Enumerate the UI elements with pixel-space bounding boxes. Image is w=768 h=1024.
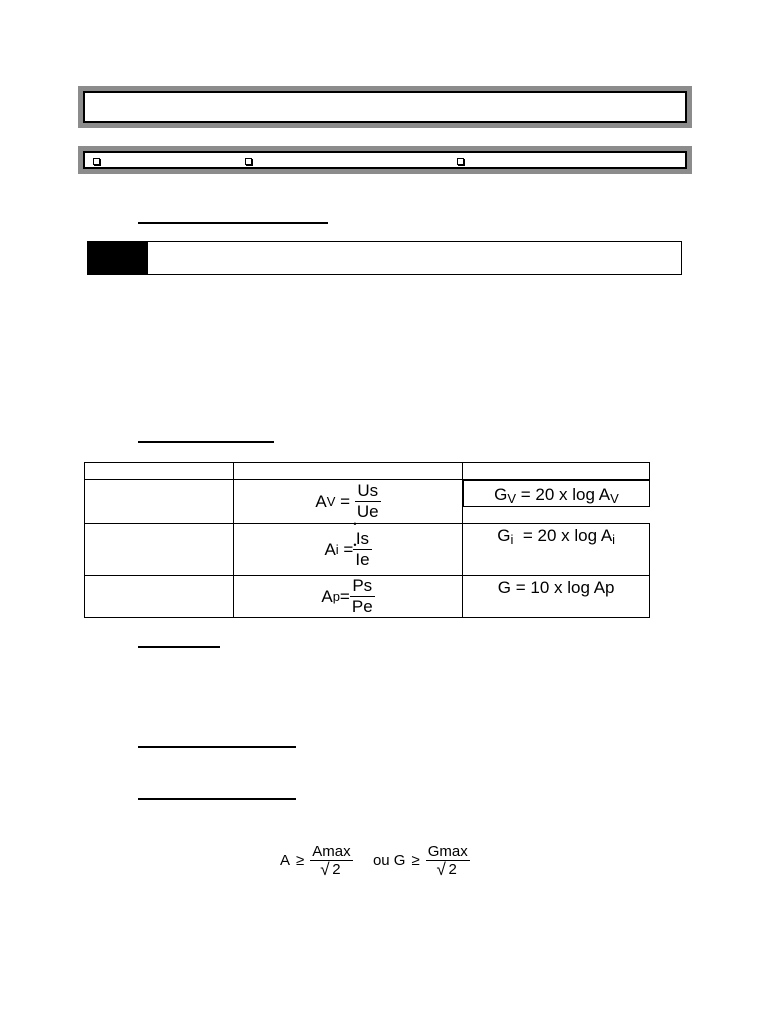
- fraction: [310, 843, 352, 878]
- formula-symbol: A: [280, 851, 291, 869]
- fraction-numerator: Amax: [312, 842, 351, 860]
- fraction-denominator: Ue: [356, 502, 379, 521]
- gain-subscript: i: [510, 532, 514, 547]
- fraction: [426, 843, 470, 878]
- alternative-text: ou G: [372, 851, 406, 869]
- greater-equal-sign: ≥: [411, 851, 420, 869]
- header-cell: [233, 463, 463, 480]
- equals-sign: =: [343, 539, 354, 559]
- fraction-denominator: Pe: [351, 597, 373, 616]
- voltage-amplification-formula: [234, 481, 463, 522]
- table-row: [85, 480, 650, 524]
- greater-equal-sign: ≥: [296, 851, 305, 869]
- checkbox-bar-inner: [83, 151, 687, 169]
- fraction-denominator: [310, 860, 352, 878]
- gain-cell: [463, 576, 650, 618]
- fraction: [350, 576, 375, 617]
- section-heading-underline: [138, 222, 328, 224]
- header-cell: [463, 463, 650, 480]
- bandwidth-condition-formula: [280, 836, 500, 884]
- table-header-row: [85, 463, 650, 480]
- current-gain-formula: [463, 524, 649, 547]
- gain-expression: = 20 x log A: [520, 485, 611, 504]
- fraction-numerator: Us: [357, 481, 379, 500]
- note-box-label-block: [88, 242, 148, 274]
- radicand: 2: [332, 860, 341, 878]
- row-label-cell: [85, 480, 234, 524]
- gain-cell: [463, 480, 649, 507]
- amplification-cell: [233, 576, 463, 618]
- amplification-cell: [233, 524, 463, 576]
- title-banner-inner: [83, 91, 687, 123]
- gain-expression-subscript: V: [610, 491, 619, 506]
- radical-icon: √: [436, 859, 446, 879]
- radicand: 2: [448, 860, 457, 878]
- gain-subscript: V: [507, 491, 516, 506]
- gain-symbol: G: [494, 485, 508, 504]
- fraction-numerator: Ps: [352, 576, 373, 595]
- section-heading-underline: [138, 441, 274, 443]
- checkbox-icon[interactable]: [93, 158, 100, 165]
- fraction-numerator: Gmax: [427, 842, 468, 860]
- checkbox-icon[interactable]: [245, 158, 252, 165]
- fraction-denominator: [426, 860, 470, 878]
- square-root: [320, 861, 342, 878]
- radical-icon: √: [320, 859, 330, 879]
- section-heading-underline: [138, 646, 220, 648]
- fraction-numerator: • Is: [353, 529, 371, 549]
- row-label-cell: [85, 576, 234, 618]
- table-row: [85, 576, 650, 618]
- formula-subscript: i: [335, 542, 339, 557]
- gain-expression: = 20 x log A: [522, 526, 613, 545]
- gain-cell: [463, 524, 650, 576]
- section-heading-underline: [138, 746, 296, 748]
- power-amplification-formula: [234, 576, 463, 617]
- current-amplification-formula: [234, 529, 463, 570]
- header-cell: [85, 463, 234, 480]
- fraction: [355, 481, 381, 522]
- equals-sign: =: [340, 491, 351, 511]
- title-banner: [78, 86, 692, 128]
- gain-expression-subscript: i: [612, 532, 616, 547]
- gains-table: [84, 462, 650, 618]
- fraction-denominator: • Ie: [353, 549, 371, 570]
- power-gain-formula: G = 10 x log Ap: [497, 578, 615, 597]
- section-heading-underline: [138, 798, 296, 800]
- voltage-gain-formula: [494, 483, 619, 506]
- checkbox-icon[interactable]: [457, 158, 464, 165]
- table-row: [85, 524, 650, 576]
- formula-subscript: V: [326, 494, 336, 509]
- amplification-cell: [233, 480, 463, 524]
- gain-symbol: G: [497, 526, 511, 545]
- note-box: [87, 241, 682, 275]
- fraction: [353, 529, 371, 570]
- square-root: [437, 861, 459, 878]
- formula-symbol: A: [315, 491, 327, 511]
- formula-subscript: p: [332, 589, 340, 604]
- formula-symbol: A: [321, 586, 333, 606]
- formula-symbol: A: [324, 539, 336, 559]
- row-label-cell: [85, 524, 234, 576]
- equals-sign: =: [339, 586, 350, 606]
- checkbox-bar: [78, 146, 692, 174]
